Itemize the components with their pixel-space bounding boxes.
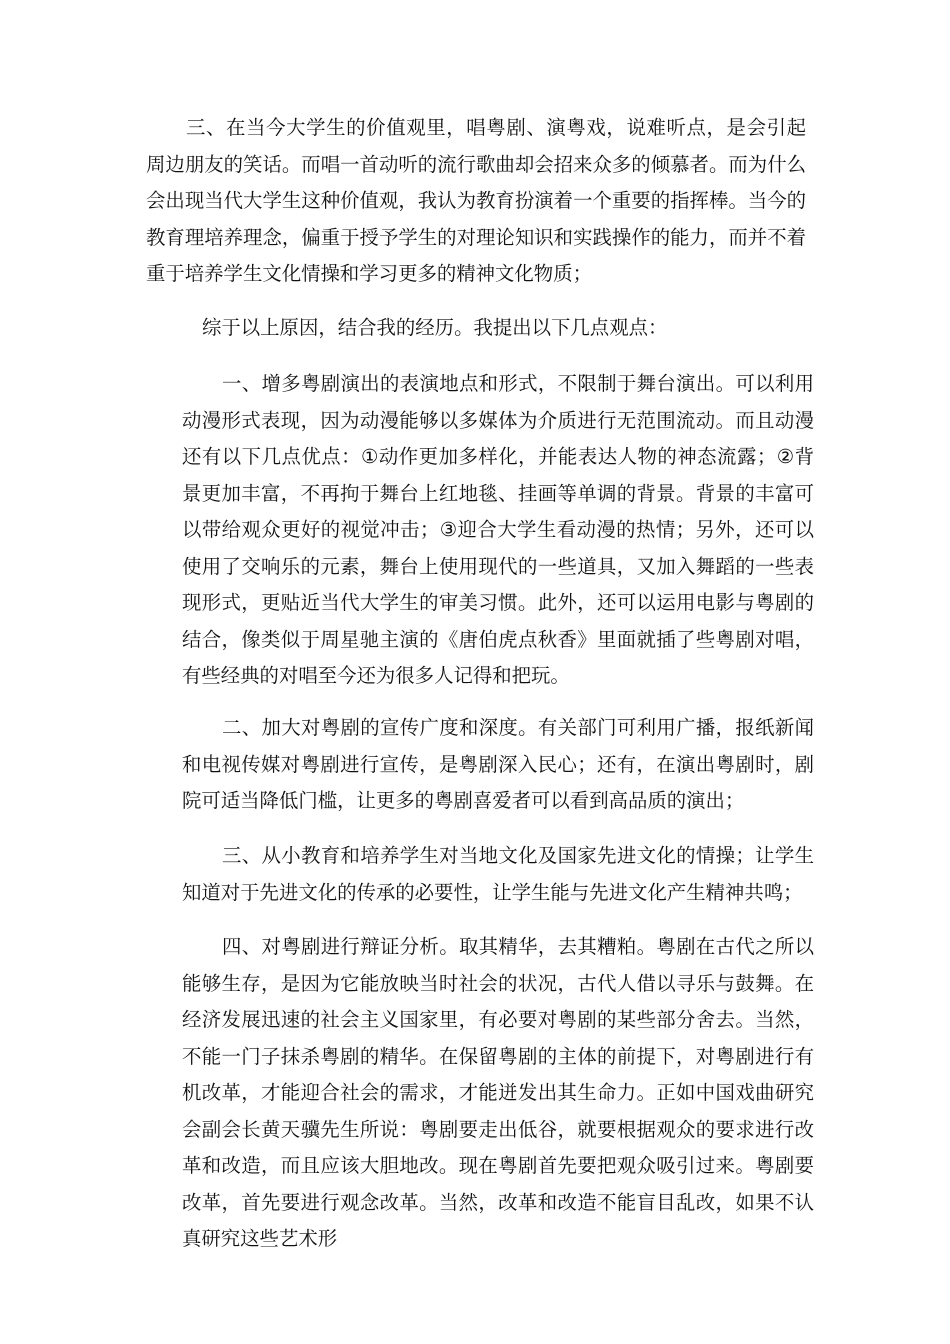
paragraph-summary-intro: 综于以上原因，结合我的经历。我提出以下几点观点：: [202, 316, 668, 339]
paragraph-values-analysis: 三、在当今大学生的价值观里，唱粤剧、演粤戏，说难听点，是会引起周边朋友的笑话。而唱一首动听的流行歌曲却会招来众多的倾慕者。而为什么会出现当代大学生这种价值观，我认为教育扮演着一个重要的指挥棒。当今的教育理培养理念，偏重于授予学生的对理论知识和实践操作的能力，而并不着重于培养学生文化情操和学习更多的精神文化物质；: [146, 116, 806, 285]
paragraph-point-one: 一、增多粤剧演出的表演地点和形式，不限制于舞台演出。可以利用动漫形式表现，因为动漫能够以多媒体为介质进行无范围流动。而且动漫还有以下几点优点：①动作更加多样化，并能表达人物的神态流露；②背景更加丰富，不再拘于舞台上红地毯、挂画等单调的背景。背景的丰富可以带给观众更好的视觉冲击；③迎合大学生看动漫的热情；另外，还可以使用了交响乐的元素，舞台上使用现代的一些道具，又加入舞蹈的一些表现形式，更贴近当代大学生的审美习惯。此外，还可以运用电影与粤剧的结合，像类似于周星驰主演的《唐伯虎点秋香》里面就插了些粤剧对唱，有些经典的对唱至今还为很多人记得和把玩。: [182, 372, 814, 687]
paragraph-point-four: 四、对粤剧进行辩证分析。取其精华，去其糟粕。粤剧在古代之所以能够生存，是因为它能放映当时社会的状况，古代人借以寻乐与鼓舞。在经济发展迅速的社会主义国家里，有必要对粤剧的某些部分舍去。当然，不能一门子抹杀粤剧的精华。在保留粤剧的主体的前提下，对粤剧进行有机改革，才能迎合社会的需求，才能迸发出其生命力。正如中国戏曲研究会副会长黄天骥先生所说：粤剧要走出低谷，就要根据观众的要求进行改革和改造，而且应该大胆地改。现在粤剧首先要把观众吸引过来。粤剧要改革，首先要进行观念改革。当然，改革和改造不能盲目乱改，如果不认真研究这些艺术形: [182, 935, 814, 1250]
paragraph-point-two: 二、加大对粤剧的宣传广度和深度。有关部门可利用广播，报纸新闻和电视传媒对粤剧进行宣传，是粤剧深入民心；还有，在演出粤剧时，剧院可适当降低门槛，让更多的粤剧喜爱者可以看到高品质的演出；: [182, 716, 814, 812]
paragraph-point-three: 三、从小教育和培养学生对当地文化及国家先进文化的情操；让学生知道对于先进文化的传承的必要性，让学生能与先进文化产生精神共鸣；: [182, 844, 814, 904]
